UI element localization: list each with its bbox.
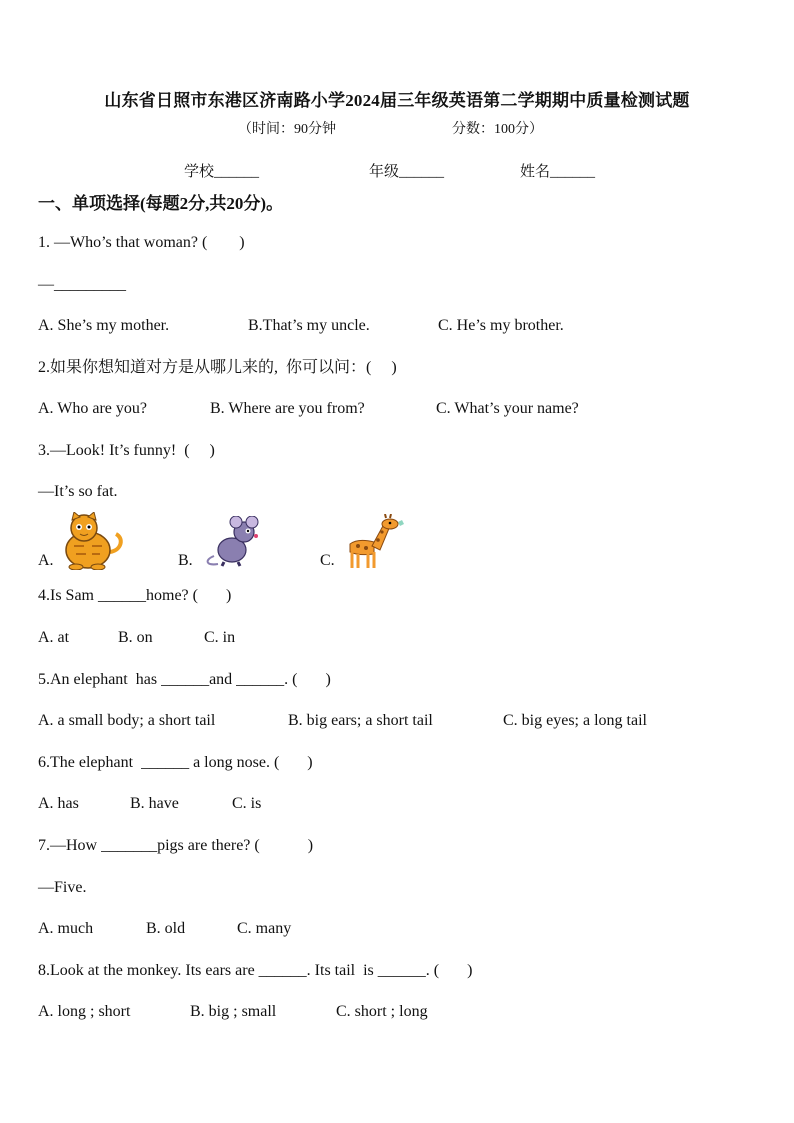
- school-field[interactable]: 学校______: [184, 164, 260, 180]
- q8-option-c[interactable]: C. short ; long: [336, 1003, 428, 1020]
- q3-option-a[interactable]: A.: [38, 552, 54, 569]
- q8-option-b[interactable]: B. big ; small: [190, 1003, 277, 1020]
- q7-option-a[interactable]: A. much: [38, 920, 94, 937]
- question-3-stem: 3.—Look! It’s funny! ( ): [38, 442, 215, 459]
- question-8-stem: 8.Look at the monkey. Its ears are ______. Its tail is ______. ( ): [38, 962, 473, 979]
- q5-option-c[interactable]: C. big eyes; a long tail: [503, 712, 647, 729]
- grade-field[interactable]: 年级______: [369, 164, 445, 180]
- exam-time: （时间：90分钟: [238, 122, 336, 137]
- q6-option-a[interactable]: A. has: [38, 795, 79, 812]
- q5-option-b[interactable]: B. big ears; a short tail: [288, 712, 433, 729]
- giraffe-icon[interactable]: [344, 514, 410, 570]
- q1-option-c[interactable]: C. He’s my brother.: [438, 317, 564, 334]
- page-title: 山东省日照市东港区济南路小学2024届三年级英语第二学期期中质量检测试题: [104, 91, 690, 110]
- q2-option-c[interactable]: C. What’s your name?: [436, 400, 579, 417]
- q2-option-b[interactable]: B. Where are you from?: [210, 400, 365, 417]
- question-5-stem: 5.An elephant has ______and ______. ( ): [38, 671, 331, 688]
- q4-option-a[interactable]: A. at: [38, 629, 70, 646]
- q4-option-c[interactable]: C. in: [204, 629, 236, 646]
- cat-icon[interactable]: [58, 512, 126, 570]
- question-1-stem: 1. —Who’s that woman? ( ): [38, 234, 245, 251]
- q6-option-b[interactable]: B. have: [130, 795, 179, 812]
- question-7-stem: 7.—How _______pigs are there? ( ): [38, 837, 314, 854]
- q8-option-a[interactable]: A. long ; short: [38, 1003, 131, 1020]
- q6-option-c[interactable]: C. is: [232, 795, 262, 812]
- section-heading: 一、单项选择(每题2分,共20分)。: [38, 194, 284, 213]
- q5-option-a[interactable]: A. a small body; a short tail: [38, 712, 216, 729]
- question-7-reply: —Five.: [38, 879, 87, 896]
- q7-option-c[interactable]: C. many: [237, 920, 292, 937]
- q2-option-a[interactable]: A. Who are you?: [38, 400, 147, 417]
- question-4-stem: 4.Is Sam ______home? ( ): [38, 587, 232, 604]
- q1-option-a[interactable]: A. She’s my mother.: [38, 317, 170, 334]
- mouse-icon[interactable]: [204, 516, 266, 568]
- question-3-reply: —It’s so fat.: [38, 483, 118, 500]
- q7-option-b[interactable]: B. old: [146, 920, 186, 937]
- question-2-stem: 2.如果你想知道对方是从哪儿来的, 你可以问：( ): [38, 359, 397, 376]
- exam-score: 分数：100分）: [452, 122, 543, 137]
- question-6-stem: 6.The elephant ______ a long nose. ( ): [38, 754, 313, 771]
- q1-option-b[interactable]: B.That’s my uncle.: [248, 317, 370, 334]
- name-field[interactable]: 姓名______: [520, 164, 596, 180]
- q3-option-c[interactable]: C.: [320, 552, 335, 569]
- q4-option-b[interactable]: B. on: [118, 629, 153, 646]
- q3-option-b[interactable]: B.: [178, 552, 193, 569]
- question-1-answer-line: —_________: [38, 276, 126, 293]
